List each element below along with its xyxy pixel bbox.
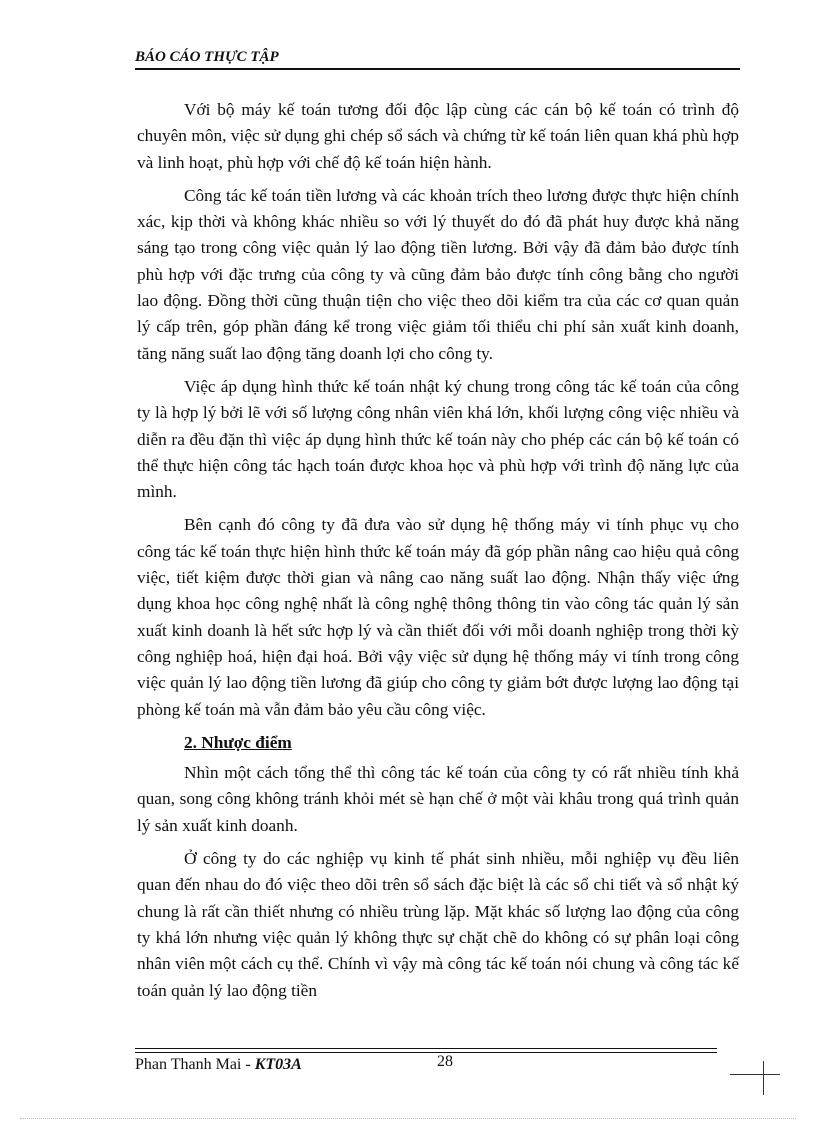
crop-mark-vertical bbox=[763, 1061, 764, 1095]
page-edge-dotted-line bbox=[20, 1118, 796, 1119]
document-body bbox=[137, 97, 739, 1011]
page-number: 28 bbox=[437, 1053, 453, 1070]
paragraph-journal-method: Việc áp dụng hình thức kế toán nhật ký chung trong công tác kế toán của công ty là hợp lý bởi lẽ với số lượng công nhân viên khá lớn, khối lượng công việc nhiều và diễn ra đều đặn thì việc áp dụng hình thức kế toán này cho phép các cán bộ kế toán có thể thực hiện công tác hạch toán được khoa học và phù hợp với trình độ năng lực của mình. bbox=[137, 376, 739, 502]
paragraph-computer-use: Bên cạnh đó công ty đã đưa vào sử dụng hệ thống máy vi tính phục vụ cho công tác kế toán thực hiện hình thức kế toán máy đã góp phần nâng cao hiệu quả công việc, tiết kiệm được thời gian và nâng cao năng suất lao động. Nhận thấy việc ứng dụng khoa học công nghệ nhất là công nghệ thông thông tin vào công tác quản lý sản xuất kinh doanh là hết sức hợp lý và cần thiết đối với mỗi doanh nghiệp trong thời kỳ công nghiệp hoá, hiện đại hoá. Bởi vậy việc sử dụng hệ thống máy vi tính trong công việc quản lý lao động tiền lương đã giúp cho công ty giảm bớt được lượng lao động tại phòng kế toán mà vẫn đảm bảo yêu cầu công việc. bbox=[137, 515, 739, 719]
paragraph-overview-weaknesses: Nhìn một cách tổng thể thì công tác kế toán của công ty có rất nhiều tính khả quan, song công không tránh khỏi mét sè hạn chế ở một vài khâu trong quá trình quản lý sản xuất kinh doanh. bbox=[137, 763, 739, 835]
footer-divider-bottom bbox=[135, 1052, 717, 1053]
paragraph-organization: Với bộ máy kế toán tương đối độc lập cùng các cán bộ kế toán có trình độ chuyên môn, việc sử dụng ghi chép sổ sách và chứng từ kế toán liên quan khá phù hợp và linh hoạt, phù hợp với chế độ kế toán hiện hành. bbox=[137, 100, 739, 172]
footer-divider-top bbox=[135, 1048, 717, 1049]
report-header-title: BÁO CÁO THỰC TẬP bbox=[135, 49, 279, 65]
paragraph-duplication: Ở công ty do các nghiệp vụ kinh tế phát sinh nhiều, mỗi nghiệp vụ đều liên quan đến nhau do đó việc theo dõi trên sổ sách đặc biệt là các sổ chi tiết và sổ nhật ký chung là rất cần thiết nhưng có nhiều trùng lặp. Mặt khác số lượng lao động của công ty khá lớn nhưng việc quản lý không thực sự chặt chẽ do không có sự phân loại công nhân viên một cách cụ thể. Chính vì vậy mà công tác kế toán nói chung và công tác kế toán quản lý lao động tiền bbox=[137, 849, 739, 1000]
class-code: KT03A bbox=[254, 1056, 302, 1073]
author-name: Phan Thanh Mai - bbox=[135, 1056, 255, 1073]
crop-mark-horizontal bbox=[730, 1074, 780, 1075]
footer-author bbox=[135, 1056, 302, 1074]
paragraph-salary-accounting: Công tác kế toán tiền lương và các khoản trích theo lương được thực hiện chính xác, kịp thời và không khác nhiều so với lý thuyết do đó đã phát huy được khả năng sáng tạo trong công việc quản lý lao động tiền lương. Bởi vậy đã đảm bảo được tính phù hợp với đặc trưng của công ty và cũng đảm bảo được tính công bằng cho người lao động. Đồng thời cũng thuận tiện cho việc theo dõi kiểm tra của các cơ quan quản lý cấp trên, góp phần đáng kể trong việc giảm tối thiểu chi phí sản xuất kinh doanh, tăng năng suất lao động tăng doanh lợi cho công ty. bbox=[137, 185, 739, 363]
header-divider bbox=[135, 68, 740, 70]
section-heading-weaknesses: 2. Nhược điểm bbox=[184, 732, 292, 752]
